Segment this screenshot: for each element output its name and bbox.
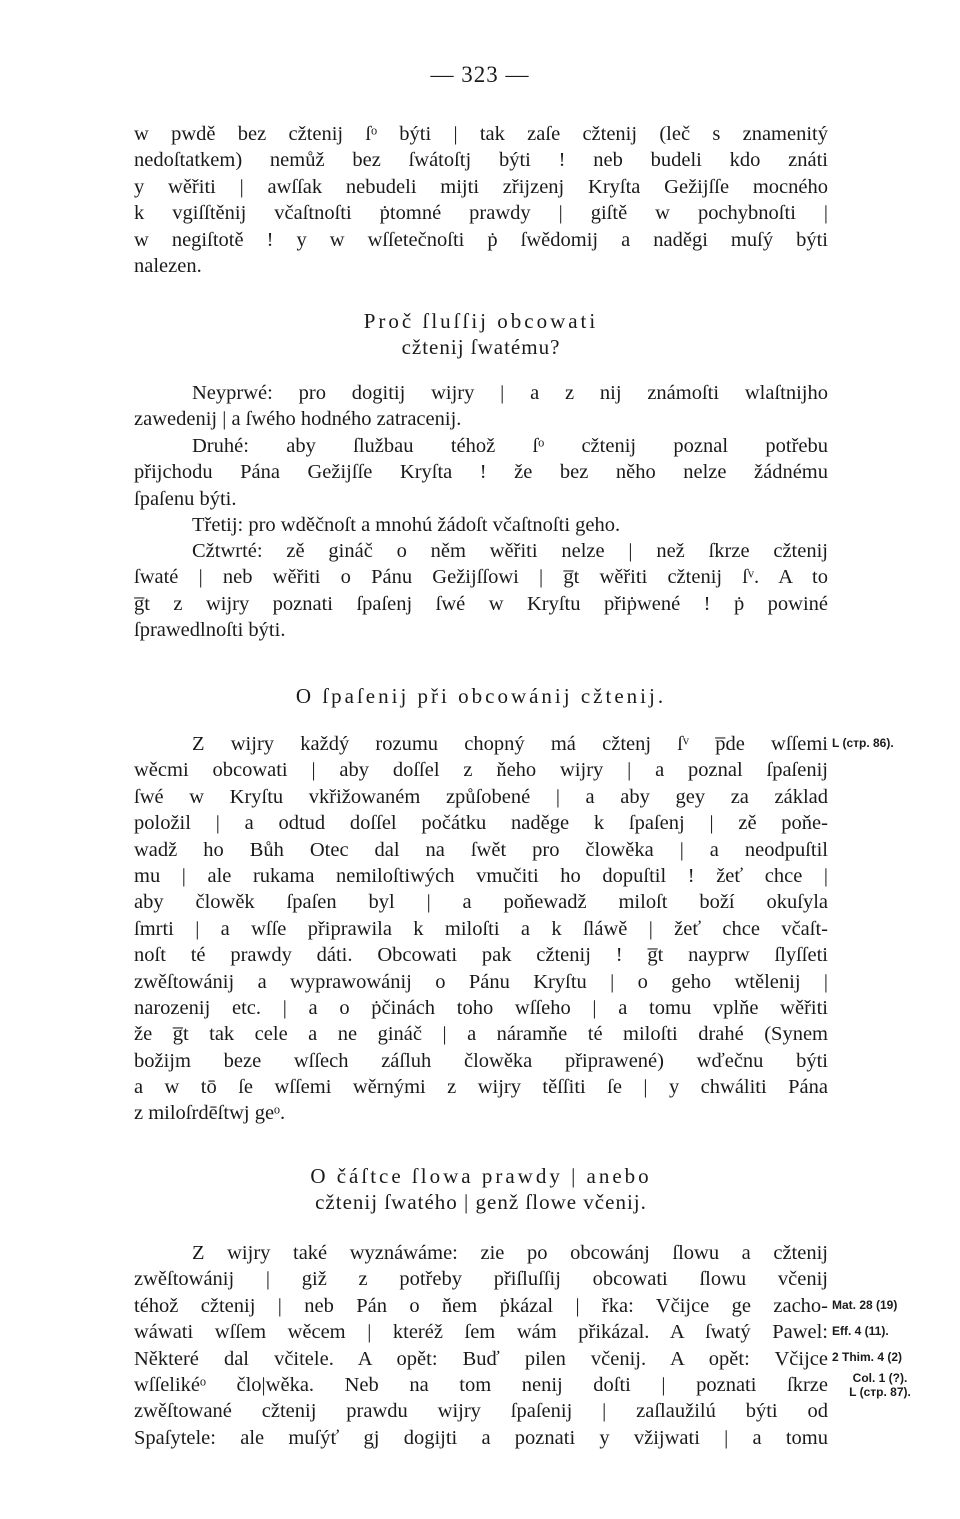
paragraph-2 <box>134 380 828 433</box>
text-line: w negiſtotě ! y w wſſetečnoſti ṗ ſwědomij a naděgi muſý býti <box>134 228 828 251</box>
text-line: přijchodu Pána Gežijſſe Kryſta ! že bez něho nelze žádnému <box>134 461 828 484</box>
paragraph-4 <box>134 512 828 538</box>
text-line: w pwdě bez cžtenij ſᵒ býti | tak zaſe cžtenij (leč s znamenitý <box>134 123 828 145</box>
text-line: Z wijry každý rozumu chopný má cžtenj ſᵛ p̅de wſſemi <box>192 733 828 755</box>
text-line: Druhé: aby ſlužbau téhož ſᵒ cžtenij poznal potřebu <box>192 435 828 457</box>
text-line: ſprawedlnoſti býti. <box>134 619 286 642</box>
text-line: Cžtwrté: zě gináč o něm wěřiti nelze | než ſkrze cžtenij <box>192 540 828 562</box>
text-line: božijm beze wſſech záſluh člowěka připrawené) wďečnu býti <box>134 1049 828 1072</box>
text-line: mu | ale rukama nemiloſtiwých vmučiti ho dopuſtil ! žeť chce | <box>134 864 828 887</box>
margin-note: Eff. 4 (11). <box>832 1324 889 1338</box>
text-line: g̅t z wijry poznati ſpaſenj ſwé w Kryſtu přiṗwené ! ṗ powiné <box>134 592 828 615</box>
text-line: ſpaſenu býti. <box>134 487 237 510</box>
heading-line: cžtenij ſwatému? <box>401 335 561 359</box>
text-line: téhož cžtenij | neb Pán o ňem ṗkázal | řka: Včijce ge zacho- <box>134 1294 828 1317</box>
margin-note: L (стр. 87). <box>849 1385 911 1399</box>
text-line: Třetij: pro wděčnoſt a mnohú žádoſt včaſtnoſti geho. <box>192 514 621 536</box>
section-heading-3 <box>134 1163 828 1215</box>
paragraph-1 <box>134 121 828 279</box>
paragraph-3 <box>134 433 828 512</box>
text-line: Z wijry také wyznáwáme: zie po obcowánj ſlowu a cžtenij <box>192 1242 828 1264</box>
text-line: položil | a odtud doſſel počátku naděge k ſpaſenj | zě poňe- <box>134 812 828 835</box>
page-number: — 323 — <box>430 62 530 87</box>
margin-note: Mat. 28 (19) <box>832 1298 898 1312</box>
section-heading-1 <box>134 308 828 360</box>
text-line: že g̅t tak cele a ne gináč | a náramňe té miloſti drahé (Synem <box>134 1023 828 1046</box>
text-line: nalezen. <box>134 254 202 277</box>
margin-note: L (стр. 86). <box>832 736 894 750</box>
paragraph-7 <box>134 1240 828 1451</box>
text-line: Spaſytele: ale muſýť gj dogijti a poznati y vžijwati | a tomu <box>134 1426 828 1449</box>
text-line: a w tō ſe wſſemi wěrnými z wijry těſſiti ſe | y chwáliti Pána <box>134 1076 828 1099</box>
text-line: narozenij etc. | a o ṗčinách toho wſſeho | a tomu vplňe wěřiti <box>134 996 828 1019</box>
text-line: wſſelikéᵒ člo|wěka. Neb na tom nenij doſti | poznati ſkrze <box>134 1373 828 1396</box>
text-line: ſmrti | a wſſe připrawila k miloſti a k ſláwě | žeť chce včaſt- <box>134 917 828 940</box>
section-heading-2 <box>134 683 828 709</box>
text-line: zwěſtowánij a wyprawowánij o Pánu Kryſtu | o geho wtělenij | <box>134 970 828 993</box>
text-line: Neyprwé: pro dogitij wijry | a z nij známoſti wlaſtnijho <box>192 382 828 404</box>
text-line: k vgiſſtěnij včaſtnoſti ṗtomné prawdy | giſtě w pochybnoſti | <box>134 202 828 225</box>
paragraph-5 <box>134 538 828 644</box>
text-line: ſwaté | neb wěřiti o Pánu Gežijſſowi | g̅t wěřiti cžtenij ſᵛ. A to <box>134 566 828 589</box>
text-line: zwěſtowánij | giž z potřeby přiſluſſij obcowati ſlowu včenij <box>134 1268 828 1291</box>
text-line: zwěſtowané cžtenij prawdu wijry ſpaſenij | zaſlaužilú býti od <box>134 1400 828 1423</box>
text-line: zawedenij | a ſwého hodného zatracenij. <box>134 408 462 431</box>
heading-line: O ſpaſenij při obcowánij cžtenij. <box>295 684 667 708</box>
heading-line: O čáſtce ſlowa prawdy | anebo <box>310 1164 652 1188</box>
text-line: wadž ho Bůh Otec dal na ſwět pro člowěka | a neodpuſtil <box>134 838 828 861</box>
heading-line: cžtenij ſwatého | genž ſlowe včenij. <box>315 1190 647 1214</box>
margin-note: Col. 1 (?). <box>852 1371 908 1385</box>
text-line: wěcmi obcowati | aby doſſel z ňeho wijry | a poznal ſpaſenij <box>134 759 828 782</box>
text-line: aby člowěk ſpaſen byl | a poňewadž miloſt boží okuſyla <box>134 891 828 914</box>
text-line: y wěřiti | awſſak nebudeli mijti zřijzenj Kryſta Gežijſſe mocného <box>134 175 828 198</box>
paragraph-6 <box>134 731 828 1127</box>
text-line: noſt té prawdy dáti. Obcowati pak cžtenij ! g̅t nayprw ſlyſſeti <box>134 944 828 967</box>
text-line: Některé dal včitele. A opět: Buď pilen včenij. A opět: Včijce <box>134 1347 828 1370</box>
margin-note: 2 Thim. 4 (2) <box>832 1350 903 1364</box>
text-line: ſwé w Kryſtu vkřižowaném způſobené | a aby gey za základ <box>134 785 828 808</box>
text-line: nedoſtatkem) nemůž bez ſwátoſtj býti ! neb budeli kdo znáti <box>134 149 828 172</box>
heading-line: Proč ſluſſij obcowati <box>363 309 599 333</box>
text-line: z miloſrdēſtwj geᵒ. <box>134 1102 286 1125</box>
text-line: wáwati wſſem wěcem | kteréž ſem wám přikázal. A ſwatý Pawel: <box>134 1321 828 1344</box>
